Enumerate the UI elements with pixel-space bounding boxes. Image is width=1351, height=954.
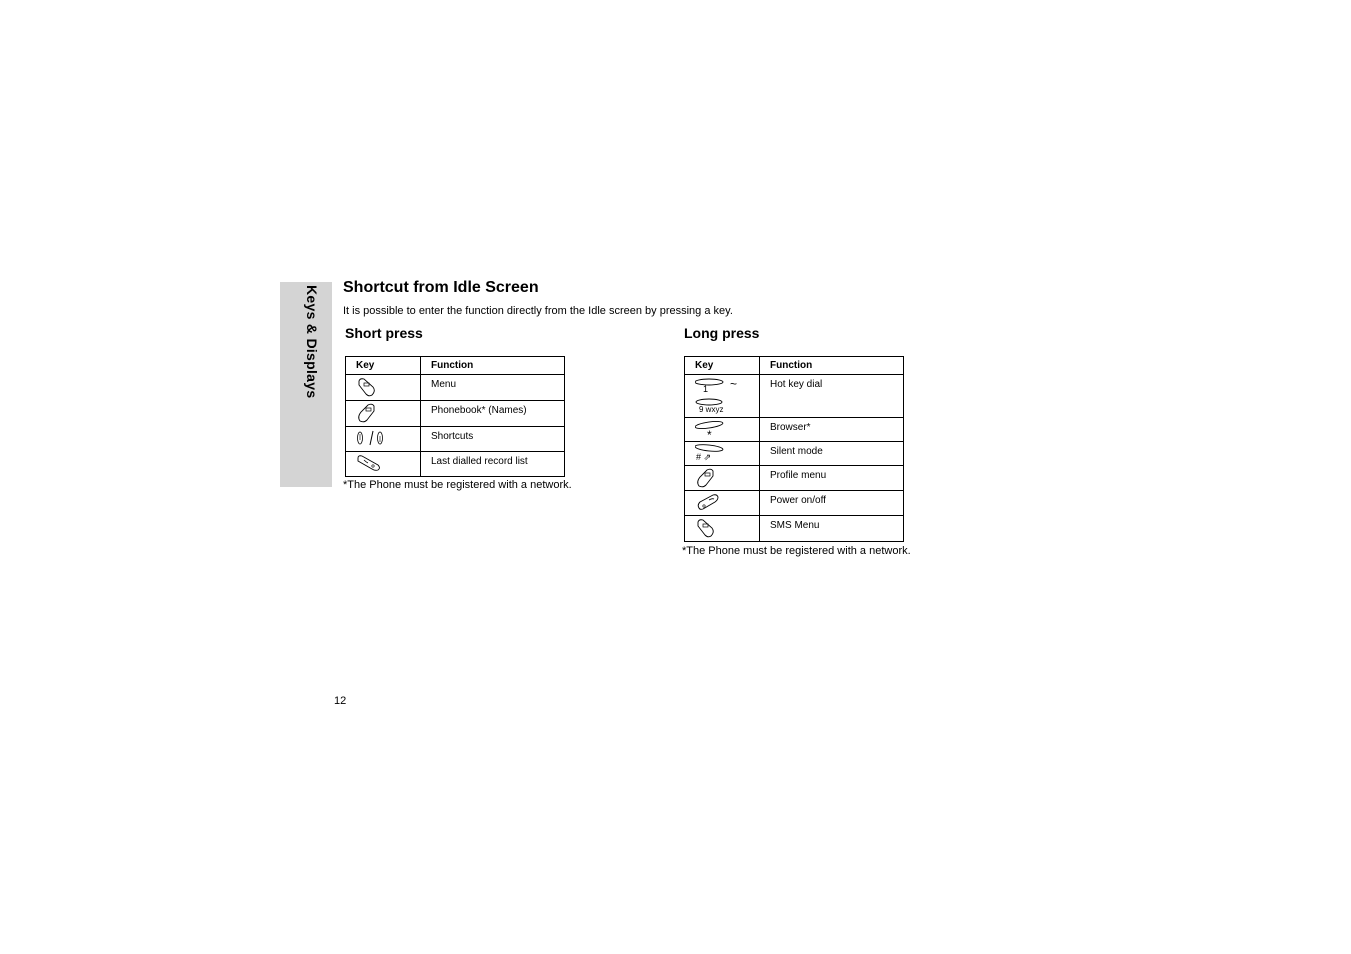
key-cell xyxy=(685,491,760,516)
table-header-row xyxy=(346,357,565,375)
short-press-table xyxy=(345,356,565,477)
key-cell xyxy=(685,442,760,466)
function-cell: Silent mode xyxy=(760,442,904,466)
table-row xyxy=(346,427,565,452)
key-9-label: 9 wxyz xyxy=(699,405,724,414)
navigation-up-down-icons xyxy=(356,428,420,448)
short-press-note: *The Phone must be registered with a network. xyxy=(343,479,572,491)
table-row xyxy=(346,401,565,427)
column-header-function: Function xyxy=(421,357,565,375)
page-title: Shortcut from Idle Screen xyxy=(343,279,539,296)
table-row xyxy=(685,418,904,442)
table-row xyxy=(685,491,904,516)
function-cell: Power on/off xyxy=(760,491,904,516)
phonebook-softkey-icon xyxy=(356,402,420,424)
column-header-function: Function xyxy=(760,357,904,375)
key-cell xyxy=(346,452,421,477)
key-cell xyxy=(685,466,760,491)
function-cell: Hot key dial xyxy=(760,375,904,418)
hash-key-icon xyxy=(695,443,759,465)
star-key-icon xyxy=(695,419,759,441)
table-row xyxy=(346,375,565,401)
key-cell xyxy=(685,375,760,418)
key-cell xyxy=(346,401,421,427)
intro-text: It is possible to enter the function directly from the Idle screen by pressing a key. xyxy=(343,305,733,317)
table-row xyxy=(346,452,565,477)
short-press-heading: Short press xyxy=(345,325,423,341)
key-cell xyxy=(685,516,760,542)
table-row xyxy=(685,466,904,491)
function-cell: Profile menu xyxy=(760,466,904,491)
right-softkey-icon xyxy=(695,467,759,489)
function-cell: Last dialled record list xyxy=(421,452,565,477)
end-power-key-icon xyxy=(695,492,759,512)
range-tilde: ~ xyxy=(730,377,738,391)
key-cell xyxy=(346,427,421,452)
function-cell: SMS Menu xyxy=(760,516,904,542)
star-label: * xyxy=(707,428,712,441)
long-press-note: *The Phone must be registered with a network. xyxy=(682,545,911,557)
function-cell: Browser* xyxy=(760,418,904,442)
table-row xyxy=(685,516,904,542)
key-1-label: 1 xyxy=(703,384,709,394)
function-cell: Shortcuts xyxy=(421,427,565,452)
hash-label: # ⇗ xyxy=(696,452,712,462)
long-press-heading: Long press xyxy=(684,325,760,341)
column-header-key: Key xyxy=(685,357,760,375)
number-keys-1-to-9-icon xyxy=(695,376,759,416)
key-cell xyxy=(685,418,760,442)
function-cell: Phonebook* (Names) xyxy=(421,401,565,427)
table-header-row xyxy=(685,357,904,375)
table-row xyxy=(685,442,904,466)
key-cell xyxy=(346,375,421,401)
left-softkey-icon xyxy=(695,517,759,539)
function-cell: Menu xyxy=(421,375,565,401)
side-tab-label: Keys & Displays xyxy=(304,285,320,399)
page-number: 12 xyxy=(334,695,347,707)
table-row xyxy=(685,375,904,418)
send-key-icon xyxy=(356,453,420,473)
column-header-key: Key xyxy=(346,357,421,375)
long-press-table xyxy=(684,356,904,542)
menu-softkey-icon xyxy=(356,376,420,398)
